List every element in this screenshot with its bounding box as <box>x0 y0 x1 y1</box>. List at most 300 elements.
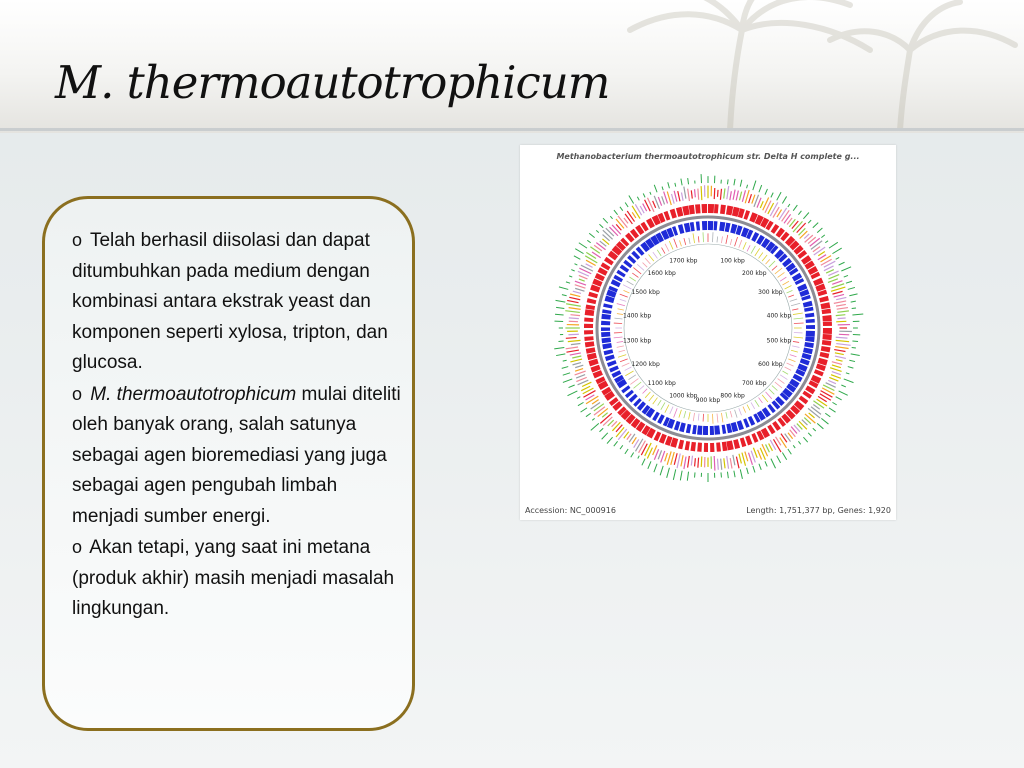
inner-feature-mark <box>785 367 792 370</box>
bullet-list <box>72 225 402 625</box>
gc-skew-mark <box>569 276 572 277</box>
feature-mark <box>782 210 790 221</box>
gc-skew-mark <box>813 223 818 228</box>
feature-mark <box>742 190 745 201</box>
kbp-tick-label: 1200 kbp <box>631 361 660 368</box>
feature-mark <box>568 340 581 341</box>
gc-skew-mark <box>586 413 591 416</box>
organism-name: M. thermoautotrophicum <box>90 383 297 405</box>
feature-mark <box>575 281 586 285</box>
gc-skew-mark <box>637 197 639 201</box>
forward-gene-mark <box>745 435 752 445</box>
feature-mark <box>793 221 802 232</box>
feature-mark <box>745 452 748 462</box>
accession-label: Accession: NC_000916 <box>525 506 616 515</box>
forward-gene-mark <box>740 437 747 447</box>
inner-feature-mark <box>751 402 755 408</box>
inner-feature-mark <box>684 411 686 418</box>
gc-skew-mark <box>638 456 640 459</box>
palm-tree-watermark-icon <box>560 0 1020 130</box>
feature-mark <box>567 300 578 302</box>
feature-mark <box>594 404 604 411</box>
gc-skew-mark <box>825 413 830 417</box>
inner-feature-mark <box>735 410 738 418</box>
reverse-gene-mark <box>602 338 611 344</box>
feature-mark <box>834 294 844 297</box>
gc-skew-mark <box>821 235 824 238</box>
gc-skew-mark <box>803 437 807 442</box>
feature-mark <box>586 396 598 404</box>
gc-skew-mark <box>821 418 828 424</box>
feature-mark <box>727 456 729 469</box>
feature-mark <box>830 368 841 372</box>
forward-gene-mark <box>716 442 721 451</box>
feature-mark <box>832 365 841 368</box>
inner-feature-mark <box>649 395 654 401</box>
gc-skew-mark <box>603 218 608 223</box>
reverse-gene-mark <box>710 426 714 435</box>
feature-mark <box>645 443 651 456</box>
feature-mark <box>698 458 699 468</box>
inner-feature-mark <box>772 386 777 391</box>
forward-gene-mark <box>689 205 695 215</box>
forward-gene-mark <box>670 209 677 219</box>
feature-mark <box>839 334 849 335</box>
forward-gene-mark <box>678 440 684 450</box>
feature-mark <box>575 369 583 372</box>
kbp-tick-label: 1400 kbp <box>622 312 652 320</box>
gc-skew-mark <box>631 452 634 457</box>
feature-mark <box>821 391 833 398</box>
gc-skew-mark <box>832 248 841 254</box>
forward-gene-mark <box>714 204 719 213</box>
inner-feature-mark <box>782 371 788 374</box>
gc-skew-mark <box>836 257 839 259</box>
gc-skew-mark <box>681 179 682 186</box>
gc-skew-mark <box>803 212 809 218</box>
forward-gene-mark <box>586 304 596 310</box>
forward-gene-mark <box>585 341 595 347</box>
feature-mark <box>616 427 624 437</box>
feature-mark <box>571 343 581 344</box>
inner-feature-mark <box>637 264 644 270</box>
feature-mark <box>834 350 845 352</box>
feature-mark <box>739 454 741 464</box>
feature-mark <box>570 353 581 355</box>
feature-mark <box>760 201 763 208</box>
feature-mark <box>586 264 593 268</box>
reverse-gene-mark <box>806 331 815 337</box>
gc-skew-mark <box>747 185 748 188</box>
feature-mark <box>664 192 668 204</box>
gc-skew-mark <box>554 347 564 348</box>
forward-gene-mark <box>676 207 683 217</box>
feature-mark <box>569 308 581 310</box>
inner-feature-mark <box>730 411 732 417</box>
forward-gene-mark <box>821 346 831 352</box>
inner-feature-mark <box>721 413 723 423</box>
feature-mark <box>749 453 753 465</box>
gc-skew-mark <box>793 205 797 211</box>
gc-skew-mark <box>559 287 568 290</box>
inner-feature-mark <box>649 255 654 262</box>
inner-feature-mark <box>759 398 763 403</box>
inner-feature-mark <box>726 412 727 418</box>
feature-mark <box>612 422 620 431</box>
reverse-gene-mark <box>686 424 691 434</box>
feature-mark <box>625 214 632 224</box>
gc-skew-mark <box>836 397 842 400</box>
feature-mark <box>733 190 735 200</box>
gc-skew-mark <box>851 354 860 356</box>
reverse-gene-mark <box>803 347 813 354</box>
kbp-tick-label: 900 kbp <box>695 397 721 404</box>
reverse-gene-mark <box>692 425 697 434</box>
feature-mark <box>575 371 586 375</box>
feature-mark <box>832 291 842 294</box>
gc-skew-mark <box>852 347 856 348</box>
feature-mark <box>780 438 787 448</box>
feature-mark <box>837 311 849 312</box>
gc-skew-mark <box>607 437 613 443</box>
forward-gene-mark <box>819 352 829 358</box>
feature-mark <box>831 375 841 379</box>
feature-mark <box>576 375 585 378</box>
forward-gene-mark <box>588 292 598 299</box>
gc-skew-mark <box>844 275 848 277</box>
reverse-gene-mark <box>605 354 615 361</box>
reverse-gene-mark <box>719 222 725 232</box>
gc-skew-mark <box>841 267 851 271</box>
inner-feature-mark <box>735 237 738 246</box>
inner-feature-mark <box>772 266 777 271</box>
feature-mark <box>828 380 836 383</box>
gc-skew-mark <box>841 385 846 387</box>
reverse-gene-mark <box>743 418 749 428</box>
inner-feature-mark <box>618 355 626 358</box>
inner-feature-mark <box>623 290 629 293</box>
genome-map-image <box>520 145 896 520</box>
gc-skew-mark <box>650 192 651 195</box>
header-divider <box>0 128 1024 131</box>
feature-mark <box>691 456 692 466</box>
feature-mark <box>681 455 683 466</box>
gc-skew-mark <box>654 185 657 192</box>
feature-mark <box>788 433 793 439</box>
forward-gene-mark <box>584 336 593 341</box>
feature-mark <box>627 434 631 440</box>
gc-skew-mark <box>839 262 845 265</box>
inner-feature-mark <box>670 407 673 414</box>
forward-gene-mark <box>695 204 701 213</box>
bullet-marker: o <box>72 230 83 250</box>
feature-mark <box>618 216 627 228</box>
forward-gene-mark <box>722 442 728 452</box>
feature-mark <box>566 347 578 349</box>
gc-skew-mark <box>648 461 651 468</box>
feature-mark <box>837 308 848 310</box>
forward-gene-mark <box>588 359 598 367</box>
inner-feature-mark <box>769 389 775 395</box>
gc-skew-mark <box>813 428 816 431</box>
feature-mark <box>836 304 846 306</box>
feature-mark <box>721 459 722 470</box>
gc-skew-mark <box>563 379 572 383</box>
gc-skew-mark <box>614 441 618 446</box>
gc-skew-mark <box>643 193 645 197</box>
feature-mark <box>730 458 732 468</box>
feature-mark <box>566 304 581 306</box>
feature-mark <box>596 243 605 250</box>
feature-mark <box>565 311 580 313</box>
feature-mark <box>688 189 690 201</box>
inner-feature-mark <box>632 273 638 277</box>
forward-gene-mark <box>733 439 740 449</box>
gc-skew-mark <box>817 423 823 428</box>
gc-skew-mark <box>753 181 756 191</box>
gc-skew-mark <box>808 220 811 223</box>
gc-skew-mark <box>610 216 612 219</box>
gc-skew-mark <box>629 196 634 204</box>
reverse-gene-mark <box>702 221 707 230</box>
reverse-gene-mark <box>697 425 702 434</box>
gc-skew-mark <box>852 308 856 309</box>
forward-gene-mark <box>710 443 714 452</box>
inner-feature-mark <box>751 246 755 254</box>
feature-mark <box>570 359 582 362</box>
feature-mark <box>603 417 612 426</box>
feature-mark <box>609 227 617 236</box>
reverse-gene-mark <box>703 426 708 435</box>
reverse-gene-mark <box>607 360 617 367</box>
kbp-tick-labels <box>623 257 791 404</box>
gc-skew-mark <box>574 256 580 259</box>
inner-feature-mark <box>766 392 772 399</box>
reverse-gene-mark <box>803 301 813 308</box>
gc-skew-mark <box>596 230 599 232</box>
reverse-gene-mark <box>714 425 720 434</box>
reverse-gene-mark <box>602 309 611 314</box>
feature-mark <box>612 225 621 234</box>
gc-skew-mark <box>848 287 855 289</box>
inner-feature-mark <box>793 341 799 342</box>
feature-mark <box>809 413 815 418</box>
feature-mark <box>643 204 647 212</box>
feature-mark <box>749 194 752 203</box>
gc-skew-mark <box>625 203 628 207</box>
feature-mark <box>837 318 845 319</box>
reverse-gene-mark <box>804 307 813 312</box>
gc-skew-mark <box>849 294 857 296</box>
feature-mark <box>773 439 781 452</box>
forward-gene-mark <box>823 328 832 334</box>
feature-mark <box>805 414 815 423</box>
gc-skew-mark <box>777 456 781 463</box>
inner-feature-mark <box>625 367 632 370</box>
feature-mark <box>684 457 686 469</box>
inner-feature-mark <box>769 261 775 267</box>
inner-feature-mark <box>743 407 746 413</box>
inner-feature-mark <box>693 413 694 421</box>
inner-feature-mark <box>658 400 662 405</box>
feature-mark <box>718 190 719 197</box>
inner-feature-mark <box>717 414 718 423</box>
gc-skew-mark <box>668 182 670 188</box>
bullet-marker: o <box>72 383 83 404</box>
reverse-gene-mark <box>804 342 814 348</box>
inner-feature-mark <box>778 272 785 277</box>
genome-map-title: Methanobacterium thermoautotrophicum str. Delta H complete g... <box>556 152 860 161</box>
feature-mark <box>635 439 642 452</box>
forward-gene-mark <box>586 347 596 353</box>
reverse-gene-mark <box>805 336 814 342</box>
inner-feature-mark <box>698 236 699 242</box>
feature-mark <box>826 270 834 274</box>
kbp-tick-label: 600 kbp <box>758 361 783 368</box>
forward-gene-mark <box>690 442 696 451</box>
feature-mark <box>779 208 787 220</box>
feature-mark <box>585 256 597 263</box>
gc-skew-mark <box>578 402 584 405</box>
inner-feature-mark <box>620 294 628 297</box>
inner-feature-mark <box>791 303 800 305</box>
gc-skew-mark <box>808 433 811 436</box>
feature-mark <box>632 206 640 219</box>
gc-skew-mark <box>562 367 569 369</box>
gc-skew-mark <box>849 360 855 361</box>
reverse-gene-mark <box>696 221 700 230</box>
feature-mark <box>566 350 578 352</box>
inner-feature-mark <box>618 309 624 310</box>
feature-mark <box>835 347 848 349</box>
inner-feature-mark <box>661 402 665 409</box>
reverse-gene-mark <box>678 224 685 234</box>
feature-mark <box>836 315 846 316</box>
reverse-gene-mark <box>725 223 731 233</box>
gc-skew-mark <box>852 341 858 342</box>
inner-feature-mark <box>643 263 648 268</box>
inner-feature-mark <box>614 318 622 319</box>
feature-mark <box>579 275 588 279</box>
gc-skew-mark <box>660 466 663 475</box>
feature-mark <box>836 297 846 299</box>
gc-skew-mark <box>654 464 657 472</box>
inner-feature-mark <box>693 233 695 243</box>
inner-feature-mark <box>674 239 677 248</box>
bullet-text: Akan tetapi, yang saat ini metana (produk akhir) masih menjadi masalah lingkungan. <box>72 537 395 619</box>
forward-gene-mark <box>584 330 593 334</box>
inner-feature-mark <box>620 359 628 362</box>
feature-mark <box>569 318 579 319</box>
feature-mark <box>678 191 680 201</box>
gc-skew-mark <box>571 270 574 271</box>
feature-mark <box>568 334 578 335</box>
feature-mark <box>836 344 850 346</box>
inner-feature-mark <box>778 379 785 384</box>
feature-mark <box>814 247 825 255</box>
inner-feature-mark <box>792 309 798 310</box>
feature-mark <box>647 198 654 212</box>
reverse-gene-mark <box>708 221 713 230</box>
kbp-tick-label: 1000 kbp <box>669 392 698 400</box>
inner-feature-mark <box>657 250 661 256</box>
feature-mark <box>573 291 581 293</box>
gc-skew-mark <box>829 408 836 412</box>
inner-feature-mark <box>721 236 722 243</box>
feature-mark <box>752 195 755 204</box>
gc-skew-mark <box>556 300 566 302</box>
gc-skew-mark <box>782 196 786 203</box>
feature-mark <box>570 294 580 297</box>
inner-feature-mark <box>790 299 797 301</box>
inner-feature-mark <box>643 389 648 394</box>
feature-mark <box>818 251 825 255</box>
feature-mark <box>658 197 661 206</box>
inner-feature-mark <box>620 299 626 301</box>
inner-feature-mark <box>794 337 803 338</box>
inner-feature-mark <box>645 258 650 264</box>
feature-mark <box>717 459 718 470</box>
gc-skew-mark <box>680 471 682 481</box>
feature-mark <box>835 356 846 358</box>
forward-gene-mark <box>744 210 751 220</box>
feature-mark <box>573 363 581 365</box>
forward-gene-mark <box>584 324 593 328</box>
inner-feature-mark <box>629 375 636 380</box>
feature-mark <box>566 338 577 339</box>
feature-mark <box>698 189 699 200</box>
gc-skew-mark <box>563 360 567 361</box>
feature-mark <box>569 297 580 299</box>
circular-genome-map <box>520 145 896 520</box>
feature-mark <box>797 223 806 233</box>
feature-mark <box>836 337 848 338</box>
feature-mark <box>688 456 690 468</box>
feature-mark <box>672 194 675 204</box>
feature-mark <box>575 288 584 291</box>
inner-feature-mark <box>653 398 658 405</box>
kbp-tick-label: 500 kbp <box>766 337 792 345</box>
feature-mark <box>753 448 757 458</box>
reverse-gene-mark <box>714 221 718 230</box>
kbp-tick-label: 1600 kbp <box>647 269 676 277</box>
gc-skew-mark <box>620 445 623 449</box>
inner-feature-mark <box>630 379 638 385</box>
inner-feature-mark <box>739 408 742 415</box>
gc-skew-mark <box>788 204 790 207</box>
gc-skew-mark <box>846 373 849 374</box>
kbp-tick-label: 1300 kbp <box>622 337 652 345</box>
inner-feature-mark <box>614 337 623 338</box>
reverse-gene-mark <box>731 422 738 432</box>
feature-mark <box>770 202 778 216</box>
inner-feature-mark <box>625 371 633 376</box>
inner-feature-mark <box>713 414 714 424</box>
feature-mark <box>757 198 761 208</box>
kbp-tick-label: 100 kbp <box>720 257 745 265</box>
gc-skew-mark <box>614 210 618 215</box>
feature-mark <box>674 191 677 202</box>
kbp-tick-label: 700 kbp <box>742 380 767 388</box>
reverse-gene-mark <box>601 332 610 337</box>
feature-mark <box>606 228 614 236</box>
feature-mark <box>730 191 732 200</box>
reverse-gene-mark <box>806 325 815 329</box>
feature-mark <box>598 408 608 416</box>
feature-mark <box>695 189 696 197</box>
forward-gene-mark <box>822 309 832 315</box>
forward-gene-mark <box>697 443 702 452</box>
